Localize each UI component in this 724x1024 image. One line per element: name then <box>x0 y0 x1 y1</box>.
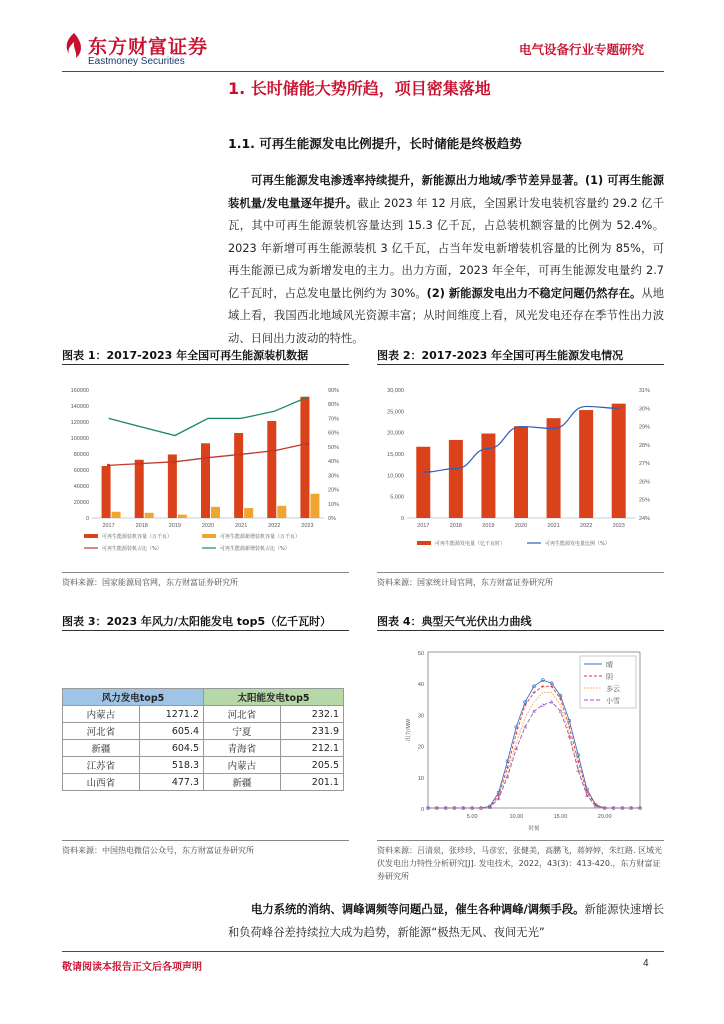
new-capacity-bar <box>145 513 154 518</box>
legend-swatch <box>417 541 431 545</box>
y-tick-label: 0 <box>85 516 89 522</box>
solar-header: 太阳能发电top5 <box>204 689 344 706</box>
x-tick-label: 20.00 <box>597 814 612 820</box>
share-marker <box>173 460 176 463</box>
value-cell: 232.1 <box>280 706 343 723</box>
value-cell: 518.3 <box>139 757 203 774</box>
y2-tick-label: 0% <box>328 516 336 522</box>
x-tick-label: 2022 <box>268 523 281 529</box>
y-tick-label: 20,000 <box>387 430 404 437</box>
y2-tick-label: 50% <box>328 444 340 451</box>
legend-label: 小雪 <box>606 698 620 705</box>
y-tick-label: 5,000 <box>390 494 404 501</box>
y-tick-label: 80000 <box>73 452 89 458</box>
y2-tick-label: 30% <box>328 473 340 480</box>
brand-logo <box>62 32 84 58</box>
generation-bar <box>481 434 495 518</box>
value-cell: 604.5 <box>139 740 203 757</box>
legend-label: 可再生能源发电量比例（%） <box>545 541 610 547</box>
figure-4-top-rule <box>377 630 664 631</box>
figure-3-source: 资料来源：中国热电微信公众号，东方财富证券研究所 <box>62 846 254 855</box>
figure-3-bottom-rule <box>62 840 349 841</box>
province-cell: 河北省 <box>204 706 281 723</box>
y-tick-label: 0 <box>420 807 424 813</box>
figure-2-title: 图表 2：2017-2023 年全国可再生能源发电情况 <box>377 349 624 362</box>
x-tick-label: 2021 <box>235 523 248 529</box>
installed-capacity-bar <box>234 433 243 518</box>
figure-4-bottom-rule <box>377 840 664 841</box>
installed-capacity-bar <box>267 421 276 518</box>
new-share-line <box>109 397 308 435</box>
x-axis-label: 时刻 <box>528 826 540 832</box>
installed-capacity-bar <box>201 443 210 518</box>
y-axis-label: 出力/MW <box>406 718 412 742</box>
figure-2-source: 资料来源：国家统计局官网，东方财富证券研究所 <box>377 578 553 587</box>
brand-name-en: Eastmoney Securities <box>88 56 185 67</box>
y2-tick-label: 10% <box>328 501 340 508</box>
y2-tick-label: 29% <box>639 424 651 431</box>
paragraph-2-text: 新能源快速增长和负荷峰谷差持续拉大成为趋势，新能源“极热无风、夜间无光” <box>228 903 664 939</box>
y2-tick-label: 28% <box>639 442 651 449</box>
y2-tick-label: 26% <box>639 479 651 486</box>
y2-tick-label: 31% <box>639 388 651 394</box>
generation-bar <box>416 447 430 518</box>
new-capacity-bar <box>211 507 220 518</box>
y2-tick-label: 60% <box>328 430 340 437</box>
installed-capacity-bar <box>300 397 309 518</box>
share-marker <box>140 462 143 465</box>
y2-tick-label: 20% <box>328 487 340 494</box>
legend-label: 可再生能源发电量（亿千瓦时） <box>435 541 506 547</box>
x-tick-label: 2017 <box>417 523 430 529</box>
section-title: 1. 长时储能大势所趋，项目密集落地 <box>228 79 491 98</box>
legend-swatch <box>202 534 216 538</box>
generation-bar <box>612 404 626 518</box>
value-cell: 212.1 <box>280 740 343 757</box>
share-marker <box>273 449 276 452</box>
footer-disclaimer: 敬请阅读本报告正文后各项声明 <box>62 962 202 973</box>
figure-3-top-rule <box>62 630 349 631</box>
paragraph-2-lead: 电力系统的消纳、调峰调频等问题凸显，催生各种调峰/调频手段。 <box>251 903 585 916</box>
wind-header: 风力发电top5 <box>63 689 204 706</box>
body-paragraph-1 <box>228 170 664 350</box>
legend-label: 阴 <box>606 674 613 681</box>
y2-tick-label: 25% <box>639 497 651 504</box>
x-tick-label: 2021 <box>547 523 560 529</box>
legend-swatch <box>84 534 98 538</box>
x-tick-label: 2018 <box>449 523 462 529</box>
installed-capacity-bar <box>102 466 111 518</box>
province-cell: 新疆 <box>204 774 281 791</box>
share-marker <box>107 464 110 467</box>
province-cell: 新疆 <box>63 740 140 757</box>
province-cell: 内蒙古 <box>63 706 140 723</box>
y-tick-label: 120000 <box>70 420 89 426</box>
y-tick-label: 60000 <box>73 468 89 474</box>
value-cell: 231.9 <box>280 723 343 740</box>
legend-label: 可再生能源装机占比（%） <box>102 546 162 552</box>
paragraph-1-lead: 可再生能源发电渗透率持续提升，新能源出力地域/季节差异显著。(1) 可再生能源装机量/发电量逐年提升。 <box>228 174 664 210</box>
x-tick-label: 15.00 <box>553 814 568 820</box>
y-tick-label: 10,000 <box>387 473 404 480</box>
brand-name-cn: 东方财富证券 <box>88 36 209 58</box>
province-cell: 山西省 <box>63 774 140 791</box>
y-tick-label: 30 <box>417 713 424 720</box>
page-number: 4 <box>643 958 649 969</box>
report-type: 电气设备行业专题研究 <box>519 42 645 57</box>
value-cell: 477.3 <box>139 774 203 791</box>
figure-1-bottom-rule <box>62 572 349 573</box>
table-row <box>63 774 344 791</box>
province-cell: 河北省 <box>63 723 140 740</box>
new-capacity-bar <box>112 512 121 518</box>
x-tick-label: 2018 <box>135 523 148 529</box>
top5-table <box>62 688 344 791</box>
paragraph-1-lead-2: (2) 新能源发电出力不稳定问题仍然存在。 <box>426 286 642 300</box>
y2-tick-label: 30% <box>639 406 651 413</box>
body-paragraph-2 <box>228 899 664 944</box>
table-row <box>63 757 344 774</box>
x-tick-label: 2022 <box>580 523 593 529</box>
y2-tick-label: 40% <box>328 459 340 466</box>
value-cell: 201.1 <box>280 774 343 791</box>
y-tick-label: 30,000 <box>387 388 404 394</box>
paragraph-1-text-a: 截止 2023 年 12 月底，全国累计发电装机容量约 29.2 亿千瓦，其中可再生能源装机容量达到 15.3 亿千瓦，占总装机额容量的比例为 52.4%。2023 年新增可再生能源装机 3 亿千瓦，占当年发电新增装机容量的比例为 85%，可再生能源已成为新增发电的主力。出力方面，2023 年全年，可再生能源发电量约 2.7 亿千瓦时，占总发电量比例约为 30%。 <box>228 196 664 300</box>
legend-label: 可再生能源装机容量（万千瓦） <box>102 534 173 540</box>
figure-1-top-rule <box>62 364 349 365</box>
y2-tick-label: 24% <box>639 516 651 522</box>
legend-label: 可再生能源新增装机占比（%） <box>220 546 290 552</box>
flame-logo-icon <box>62 32 86 60</box>
figure-1-chart <box>62 378 352 568</box>
province-cell: 江苏省 <box>63 757 140 774</box>
new-capacity-bar <box>310 494 319 518</box>
paragraph-1-text-b: 从地域上看，我国西北地域风光资源丰富；从时间维度上看，风光发电还存在季节性出力波动、日间出力波动的特性。 <box>228 286 664 345</box>
y2-tick-label: 27% <box>639 461 651 468</box>
curve-3 <box>428 702 640 808</box>
share-marker <box>306 442 309 445</box>
figure-4-chart <box>398 640 648 836</box>
province-cell: 青海省 <box>204 740 281 757</box>
y-tick-label: 20 <box>417 744 424 751</box>
generation-bar <box>579 410 593 518</box>
figure-1-source: 资料来源：国家能源局官网，东方财富证券研究所 <box>62 578 238 587</box>
x-tick-label: 2020 <box>201 523 215 529</box>
x-tick-label: 2017 <box>102 523 115 529</box>
table-row <box>63 740 344 757</box>
y-tick-label: 40000 <box>73 484 89 490</box>
legend-label: 晴 <box>606 662 613 669</box>
x-tick-label: 10.00 <box>509 814 524 820</box>
legend-label: 可再生能源新增装机容量（万千瓦） <box>220 534 301 540</box>
province-cell: 宁夏 <box>204 723 281 740</box>
new-capacity-bar <box>244 508 253 518</box>
table-row <box>63 706 344 723</box>
y2-tick-label: 90% <box>328 388 340 394</box>
installed-capacity-bar <box>135 460 144 518</box>
y-tick-label: 160000 <box>70 388 89 394</box>
figure-2-chart <box>377 378 664 568</box>
x-tick-label: 5.00 <box>466 814 478 820</box>
share-marker <box>206 456 209 459</box>
value-cell: 1271.2 <box>139 706 203 723</box>
table-header-row <box>63 689 344 706</box>
y-tick-label: 100000 <box>70 436 89 442</box>
generation-bar <box>514 426 528 518</box>
x-tick-label: 2019 <box>168 523 181 529</box>
new-capacity-bar <box>178 515 187 518</box>
figure-2-bottom-rule <box>377 572 664 573</box>
x-tick-label: 2019 <box>482 523 495 529</box>
y2-tick-label: 80% <box>328 402 340 409</box>
y-tick-label: 50 <box>417 651 424 657</box>
y-tick-label: 0 <box>400 516 404 522</box>
new-capacity-bar <box>277 506 286 518</box>
figure-4-source: 资料来源：吕清泉，张珍珍，马彦宏，张健美，高鹏飞，蒋婷婷，朱红路. 区域光伏发电出力特性分析研究[J]. 发电技术，2022，43(3)：413-420.，东方财富证券研究所 <box>377 846 663 881</box>
legend-label: 多云 <box>606 686 620 693</box>
x-tick-label: 2023 <box>612 523 625 529</box>
figure-2-top-rule <box>377 364 664 365</box>
generation-bar <box>449 440 463 518</box>
x-tick-label: 2023 <box>301 523 314 529</box>
table-row <box>63 723 344 740</box>
y-tick-label: 20000 <box>73 500 89 506</box>
figure-3-title: 图表 3：2023 年风力/太阳能发电 top5（亿千瓦时） <box>62 615 332 628</box>
x-tick-label: 2020 <box>514 523 528 529</box>
header-rule <box>62 71 664 72</box>
value-cell: 605.4 <box>139 723 203 740</box>
y-tick-label: 15,000 <box>387 452 404 458</box>
installed-capacity-bar <box>168 454 177 518</box>
figure-1-title: 图表 1：2017-2023 年全国可再生能源装机数据 <box>62 349 309 362</box>
value-cell: 205.5 <box>280 757 343 774</box>
y2-tick-label: 70% <box>328 416 340 423</box>
footer-rule <box>62 951 664 952</box>
province-cell: 内蒙古 <box>204 757 281 774</box>
y-tick-label: 25,000 <box>387 409 404 416</box>
y-tick-label: 40 <box>417 682 424 689</box>
subsection-title: 1.1. 可再生能源发电比例提升，长时储能是终极趋势 <box>228 136 522 151</box>
share-marker <box>240 453 243 456</box>
y-tick-label: 10 <box>417 775 424 782</box>
y-tick-label: 140000 <box>70 404 89 410</box>
generation-bar <box>547 418 561 518</box>
figure-4-title: 图表 4：典型天气光伏出力曲线 <box>377 615 532 628</box>
